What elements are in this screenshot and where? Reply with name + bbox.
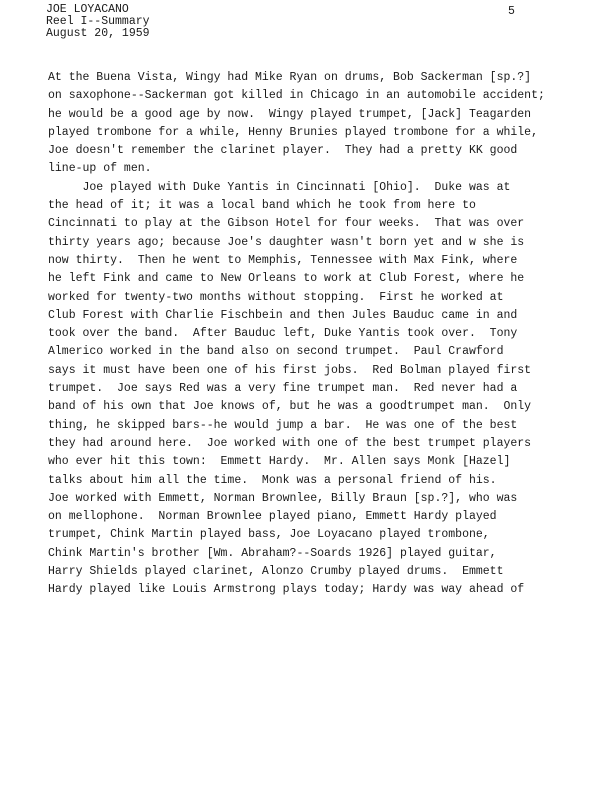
text-line: talks about him all the time. Monk was a personal friend of his. xyxy=(48,473,497,487)
text-line: Hardy played like Louis Armstrong plays today; Hardy was way ahead of xyxy=(48,583,525,597)
text-line: who ever hit this town: Emmett Hardy. Mr. Allen says Monk [Hazel] xyxy=(48,455,511,469)
text-line: Club Forest with Charlie Fischbein and then Jules Bauduc came in and xyxy=(48,308,518,322)
text-line: line-up of men. xyxy=(48,162,152,176)
text-line: Almerico worked in the band also on second trumpet. Paul Crawford xyxy=(48,345,504,359)
page-number: 5 xyxy=(508,5,515,18)
text-line: he would be a good age by now. Wingy played trumpet, [Jack] Teagarden xyxy=(48,107,532,121)
text-line: Harry Shields played clarinet, Alonzo Crumby played drums. Emmett xyxy=(48,565,504,579)
text-line: they had around here. Joe worked with one of the best trumpet players xyxy=(48,436,532,450)
text-line: thirty years ago; because Joe's daughter wasn't born yet and w she is xyxy=(48,235,525,249)
text-line: now thirty. Then he went to Memphis, Tennessee with Max Fink, where xyxy=(48,253,518,267)
text-line: Joe doesn't remember the clarinet player. They had a pretty KK good xyxy=(48,144,518,158)
text-line: trumpet, Chink Martin played bass, Joe Loyacano played trombone, xyxy=(48,528,490,542)
text-line: on mellophone. Norman Brownlee played piano, Emmett Hardy played xyxy=(48,510,497,524)
text-line: Chink Martin's brother [Wm. Abraham?--Soards 1926] played guitar, xyxy=(48,546,497,560)
interviewee-name: JOE LOYACANO xyxy=(46,3,129,16)
text-line: on saxophone--Sackerman got killed in Chicago in an automobile accident; xyxy=(48,89,545,103)
text-line: worked for twenty-two months without stopping. First he worked at xyxy=(48,290,504,304)
text-line: Joe worked with Emmett, Norman Brownlee, Billy Braun [sp.?], who was xyxy=(48,491,518,505)
text-line: At the Buena Vista, Wingy had Mike Ryan on drums, Bob Sackerman [sp.?] xyxy=(48,71,532,84)
text-line: took over the band. After Bauduc left, Duke Yantis took over. Tony xyxy=(48,327,518,341)
text-line: he left Fink and came to New Orleans to work at Club Forest, where he xyxy=(48,272,525,286)
interview-date: August 20, 1959 xyxy=(46,27,150,40)
page-header xyxy=(46,4,150,40)
text-line: trumpet. Joe says Red was a very fine trumpet man. Red never had a xyxy=(48,382,518,396)
text-line: Cincinnati to play at the Gibson Hotel for four weeks. That was over xyxy=(48,217,525,231)
text-line: Joe played with Duke Yantis in Cincinnati [Ohio]. Duke was at xyxy=(48,180,511,194)
text-line: band of his own that Joe knows of, but he was a goodtrumpet man. Only xyxy=(48,400,532,414)
reel-label: Reel I--Summary xyxy=(46,15,150,28)
transcript-body xyxy=(48,69,545,600)
text-line: says it must have been one of his first jobs. Red Bolman played first xyxy=(48,363,532,377)
text-line: the head of it; it was a local band which he took from here to xyxy=(48,199,476,213)
text-line: played trombone for a while, Henny Brunies played trombone for a while, xyxy=(48,125,538,139)
text-line: thing, he skipped bars--he would jump a bar. He was one of the best xyxy=(48,418,518,432)
